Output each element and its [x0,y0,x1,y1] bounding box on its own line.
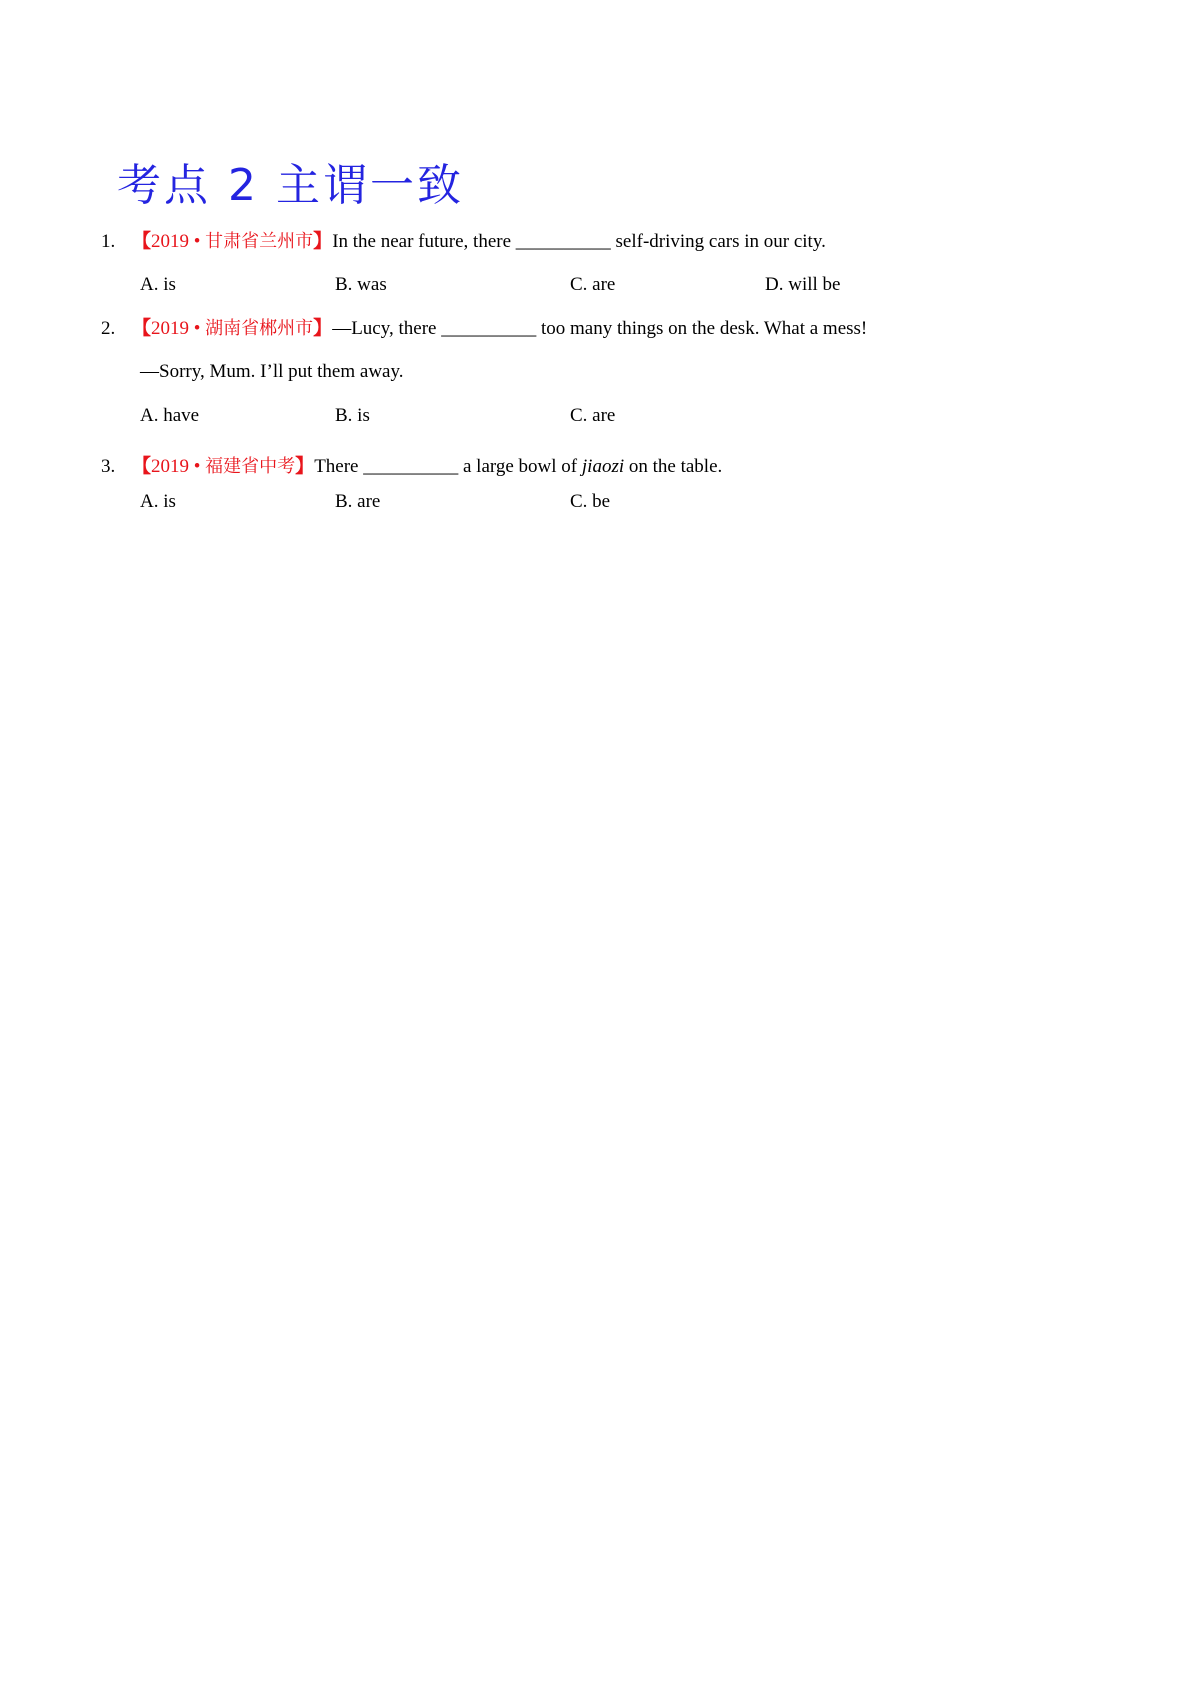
question-number: 3. [101,456,116,477]
question-source: 【2019 • 甘肃省兰州市】 [132,230,333,252]
option-b: B. is [335,405,370,426]
option-a: A. have [140,405,200,426]
italic-term: jiaozi [581,456,625,477]
question-number: 2. [101,318,116,339]
option-b: B. was [335,274,387,295]
question-reply: —Sorry, Mum. I’ll put them away. [140,361,404,382]
question-stem: —Lucy, there __________ too many things on the desk. What a mess! [332,318,868,339]
question-number: 1. [101,231,116,252]
option-a: A. is [140,274,176,295]
question-3 [101,453,722,480]
question-stem: In the near future, there __________ self-driving cars in our city. [332,231,826,252]
section-title: 考点 2 主谓一致 [117,160,464,211]
option-c: C. be [570,491,611,512]
question-stem: There __________ a large bowl of jiaozi on the table. [314,456,723,477]
question-source: 【2019 • 福建省中考】 [132,455,315,477]
option-d: D. will be [765,274,841,295]
option-a: A. is [140,491,176,512]
option-c: C. are [570,274,616,295]
option-b: B. are [335,491,381,512]
option-c: C. are [570,405,616,426]
question-2 [101,315,867,342]
question-source: 【2019 • 湖南省郴州市】 [132,317,333,339]
question-1 [101,228,826,255]
